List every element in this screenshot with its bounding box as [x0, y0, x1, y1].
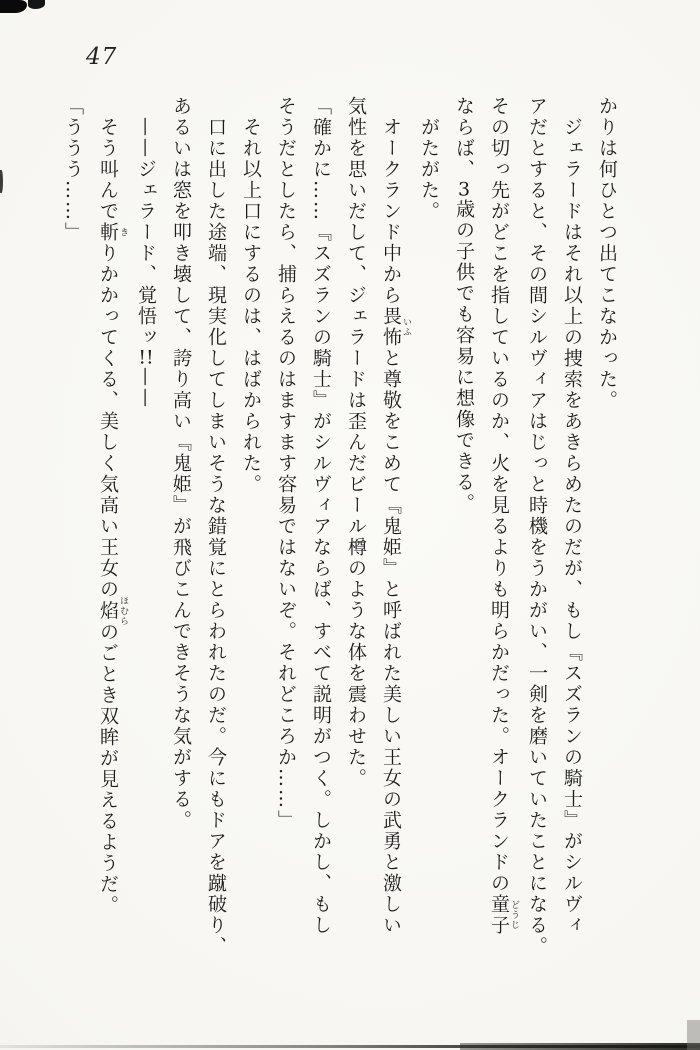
text-run: がたがた。	[418, 117, 440, 222]
text-run: ——ジェラード、覚悟ッ	[135, 117, 157, 348]
text-line	[128, 96, 163, 964]
text-run: と尊敬をこめて『鬼姫』と呼ばれた美しい王女の武勇と激しい	[380, 348, 402, 936]
text-run: ジェラードはそれ以上の捜索をあきらめたのだが、もし『スズランの騎士』がシルヴィ	[561, 117, 583, 936]
text-line	[481, 96, 519, 964]
text-line	[589, 96, 624, 964]
text-run: そう叫んで	[97, 117, 119, 222]
text-run: あるいは窓を叩き壊して、誇り高い『鬼姫』が飛びこんできそうな気がする。	[170, 96, 192, 831]
text-run: ならば、	[453, 96, 475, 180]
vertical-text-block	[62, 96, 624, 964]
text-line	[198, 96, 233, 964]
text-line	[268, 96, 303, 964]
text-run: 「ううう……」	[62, 96, 84, 243]
text-line	[55, 96, 90, 964]
ruby-annotated-word: 焰 ほむら	[97, 596, 128, 626]
text-line	[163, 96, 198, 964]
text-run: そうだとしたら、捕らえるのはますます容易ではないぞ。それどころか……」	[275, 96, 297, 831]
text-line	[303, 96, 338, 964]
ruby-annotated-word: 畏怖 いふ	[380, 306, 411, 348]
ruby-annotated-word: 童子 どうじ	[488, 894, 519, 936]
text-run: アだとすると、その間シルヴィアはじっと時機をうかがい、一剣を磨いていたことになる。	[526, 96, 548, 957]
text-run: オークランド中から	[380, 117, 402, 306]
text-line	[411, 96, 446, 964]
text-line	[446, 96, 481, 964]
scan-edge-bottom-band	[460, 1043, 700, 1050]
text-run: その切っ先がどこを指しているのか、火を見るよりも明らかだった。オークランドの	[488, 96, 510, 894]
ruby-annotated-word: 斬 き	[97, 222, 128, 243]
text-run: それ以上口にするのは、はばかられた。	[240, 117, 262, 495]
text-run: りかかってくる、美しく気高い王女の	[97, 243, 119, 600]
scan-blot-top-left	[0, 0, 27, 13]
text-line	[233, 96, 268, 964]
upright-chars: 3	[457, 180, 471, 199]
text-run: 口に出した途端、現実化してしまいそうな錯覚にとらわれたのだ。今にもドアを蹴破り、	[205, 117, 227, 957]
page-number: 47	[86, 44, 118, 70]
scan-shadow-bottom-right-corner	[687, 1020, 700, 1050]
scan-edge-bottom-line	[0, 1045, 700, 1048]
text-run: ——	[135, 367, 157, 409]
text-line	[90, 96, 128, 964]
text-run: 「確かに……『スズランの騎士』がシルヴィアならば、すべて説明がつく。しかし、もし	[310, 96, 332, 936]
upright-chars: !!	[138, 348, 154, 367]
text-line	[519, 96, 554, 964]
text-run: かりは何ひとつ出てこなかった。	[596, 96, 618, 411]
text-line	[373, 96, 411, 964]
scan-blot-top-left-2	[28, 0, 45, 9]
scan-mark-left-edge	[0, 170, 3, 193]
text-run: のごとき双眸が見えるようだ。	[97, 622, 119, 916]
text-run: 歳の子供でも容易に想像できる。	[453, 199, 475, 514]
text-line	[338, 96, 373, 964]
text-line	[554, 96, 589, 964]
text-run: 気性を思いだして、ジェラードは歪んだビール樽のような体を震わせた。	[345, 96, 367, 789]
